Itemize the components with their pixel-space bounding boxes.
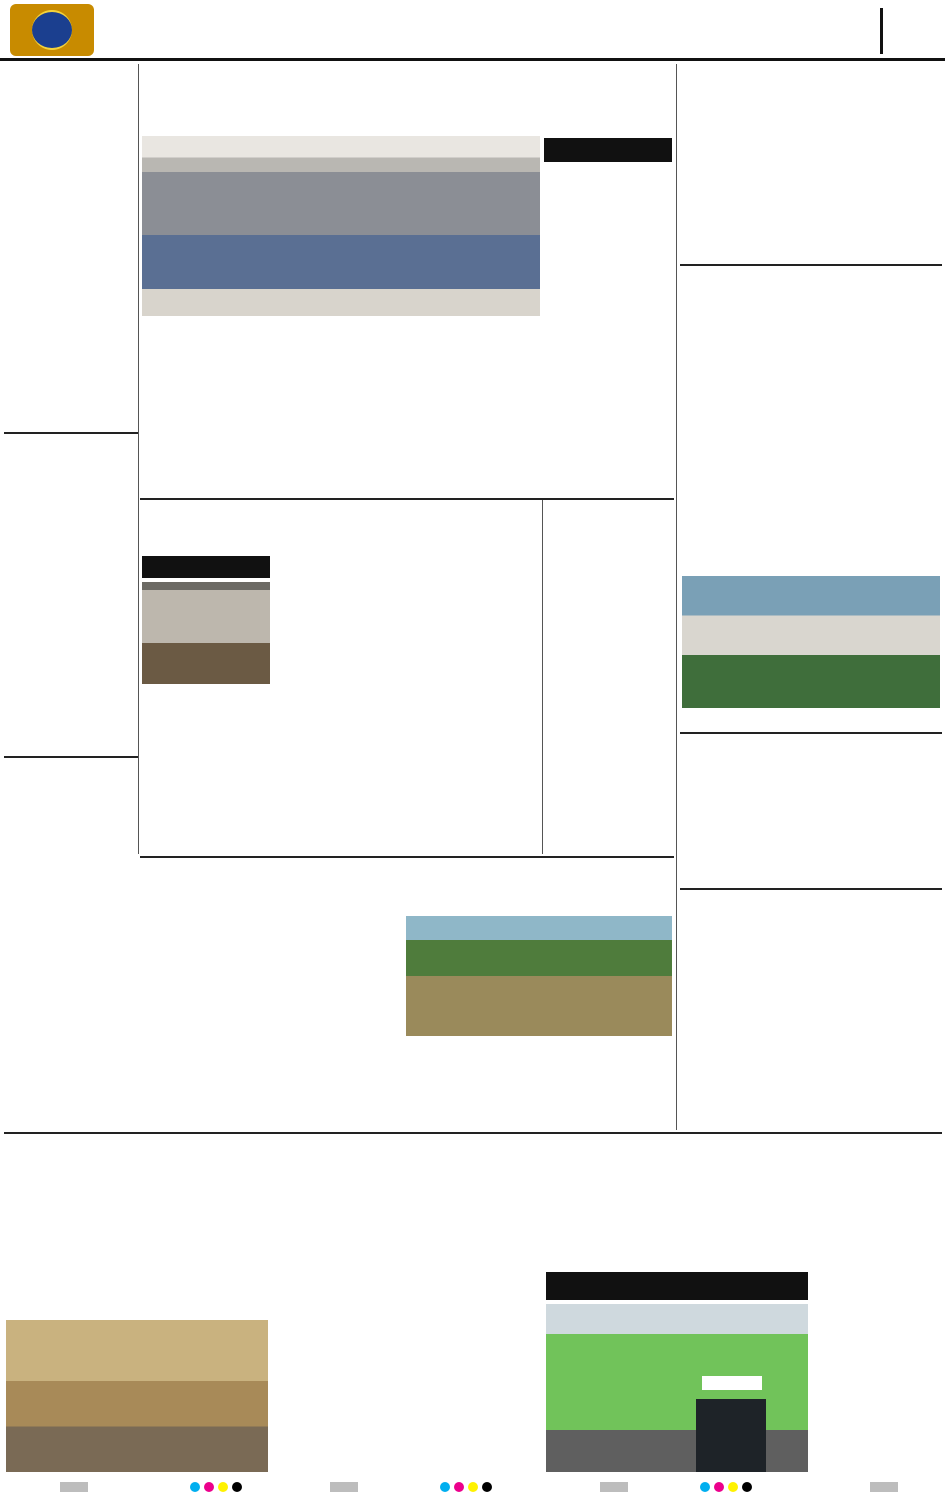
- story-center-top-dateline: [142, 342, 272, 374]
- color-registration-bar: [0, 1478, 945, 1497]
- masthead-section: [685, 4, 875, 54]
- yellow-dot: [468, 1482, 478, 1492]
- cyan-dot: [700, 1482, 710, 1492]
- story-left-top-body: [6, 150, 136, 430]
- story-divider: [680, 732, 942, 734]
- registration-block: [600, 1482, 628, 1492]
- story-center-top-body-right: [544, 166, 672, 444]
- school-exhibition-photo: [682, 576, 940, 708]
- story-bottom-body-left: [6, 1212, 268, 1316]
- story-right-yatra-body: [682, 798, 940, 886]
- story-left-bottom-headline: [6, 760, 136, 806]
- story-left-mid-body: [6, 502, 136, 752]
- story-bottom-body-mid: [272, 1194, 536, 1472]
- story-right-yatra-dateline: [682, 780, 810, 796]
- hospital-eye-department-photo: [546, 1304, 808, 1472]
- story-left-top-headline: [6, 68, 136, 112]
- damaged-house-photo: [142, 582, 270, 684]
- story-left-top-dateline: [6, 116, 136, 148]
- story-center-mid-body: [142, 704, 540, 854]
- black-dot: [482, 1482, 492, 1492]
- black-dot: [742, 1482, 752, 1492]
- story-right-top-body: [682, 128, 940, 262]
- story-bottom-kicker: [546, 1272, 808, 1300]
- registration-block: [330, 1482, 358, 1492]
- story-center-right-mid-photo-caption: [682, 712, 940, 728]
- hospital-sign: [702, 1376, 762, 1390]
- story-divider: [4, 432, 138, 434]
- story-right-insurance-dateline: [682, 936, 940, 952]
- story-center-mid-photo-caption: [142, 686, 540, 702]
- column-rule: [676, 64, 677, 1130]
- story-center-top-body: [142, 374, 540, 494]
- cyan-dot: [190, 1482, 200, 1492]
- story-divider: [4, 756, 138, 758]
- story-flood-bullets: [274, 916, 402, 996]
- hospital-door: [696, 1399, 766, 1472]
- page-number: [886, 6, 942, 56]
- story-bottom-headline: [6, 1136, 940, 1188]
- black-dot: [232, 1482, 242, 1492]
- masthead-date: [108, 8, 238, 52]
- anniversary-logo: [10, 4, 94, 56]
- story-center-top-kicker: [544, 138, 672, 162]
- story-center-top-photo-caption: [142, 320, 540, 336]
- staff-group-photo: [142, 136, 540, 316]
- cyan-dot: [440, 1482, 450, 1492]
- story-center-mid-kicker: [142, 556, 270, 578]
- column-rule: [542, 500, 543, 854]
- registration-block: [60, 1482, 88, 1492]
- story-right-insurance-headline: [682, 892, 940, 934]
- story-bottom-body-far-right: [812, 1194, 940, 1472]
- story-right-yatra-headline: [682, 736, 940, 778]
- story-right-mid-body: [682, 332, 940, 572]
- masthead-divider: [880, 8, 883, 54]
- story-divider: [680, 264, 942, 266]
- registration-block: [870, 1482, 898, 1492]
- column-rule: [138, 64, 139, 854]
- story-right-mid-headline: [682, 268, 940, 310]
- story-right-insurance-body: [682, 954, 940, 1126]
- magenta-dot: [454, 1482, 464, 1492]
- story-center-mid-headline: [142, 502, 540, 552]
- yellow-dot: [728, 1482, 738, 1492]
- masthead-district: [420, 10, 580, 48]
- story-left-mid-dateline: [6, 484, 136, 500]
- story-flood-body-continued: [274, 1000, 672, 1128]
- market-vendor-photo: [6, 1320, 268, 1472]
- story-right-top-headline: [682, 68, 940, 108]
- story-divider: [140, 498, 674, 500]
- story-center-right-mid-headline: [546, 502, 674, 552]
- story-center-mid-dateline: [274, 560, 540, 576]
- story-divider: [680, 888, 942, 890]
- masthead-rule: [0, 58, 945, 61]
- story-divider: [140, 856, 674, 858]
- story-left-bottom-body: [6, 826, 136, 1126]
- story-bottom-body-right: [540, 1212, 674, 1268]
- story-right-top-dateline: [682, 112, 810, 128]
- story-flood-body: [142, 934, 270, 1128]
- story-divider: [4, 1132, 942, 1134]
- story-right-mid-dateline: [682, 314, 940, 330]
- story-center-right-mid-body: [546, 574, 674, 850]
- magenta-dot: [714, 1482, 724, 1492]
- logo-emblem-icon: [32, 12, 72, 48]
- yellow-dot: [218, 1482, 228, 1492]
- story-bottom-dateline-left: [6, 1194, 136, 1210]
- story-center-mid-body-top: [274, 578, 540, 678]
- story-bottom-dateline-right: [540, 1194, 674, 1210]
- story-flood-dateline: [142, 916, 270, 932]
- magenta-dot: [204, 1482, 214, 1492]
- story-left-bottom-dateline: [6, 808, 136, 824]
- story-flood-headline: [142, 860, 672, 912]
- story-center-right-mid-dateline: [546, 556, 674, 572]
- story-left-mid-headline: [6, 436, 136, 482]
- story-center-top-headline: [142, 68, 672, 130]
